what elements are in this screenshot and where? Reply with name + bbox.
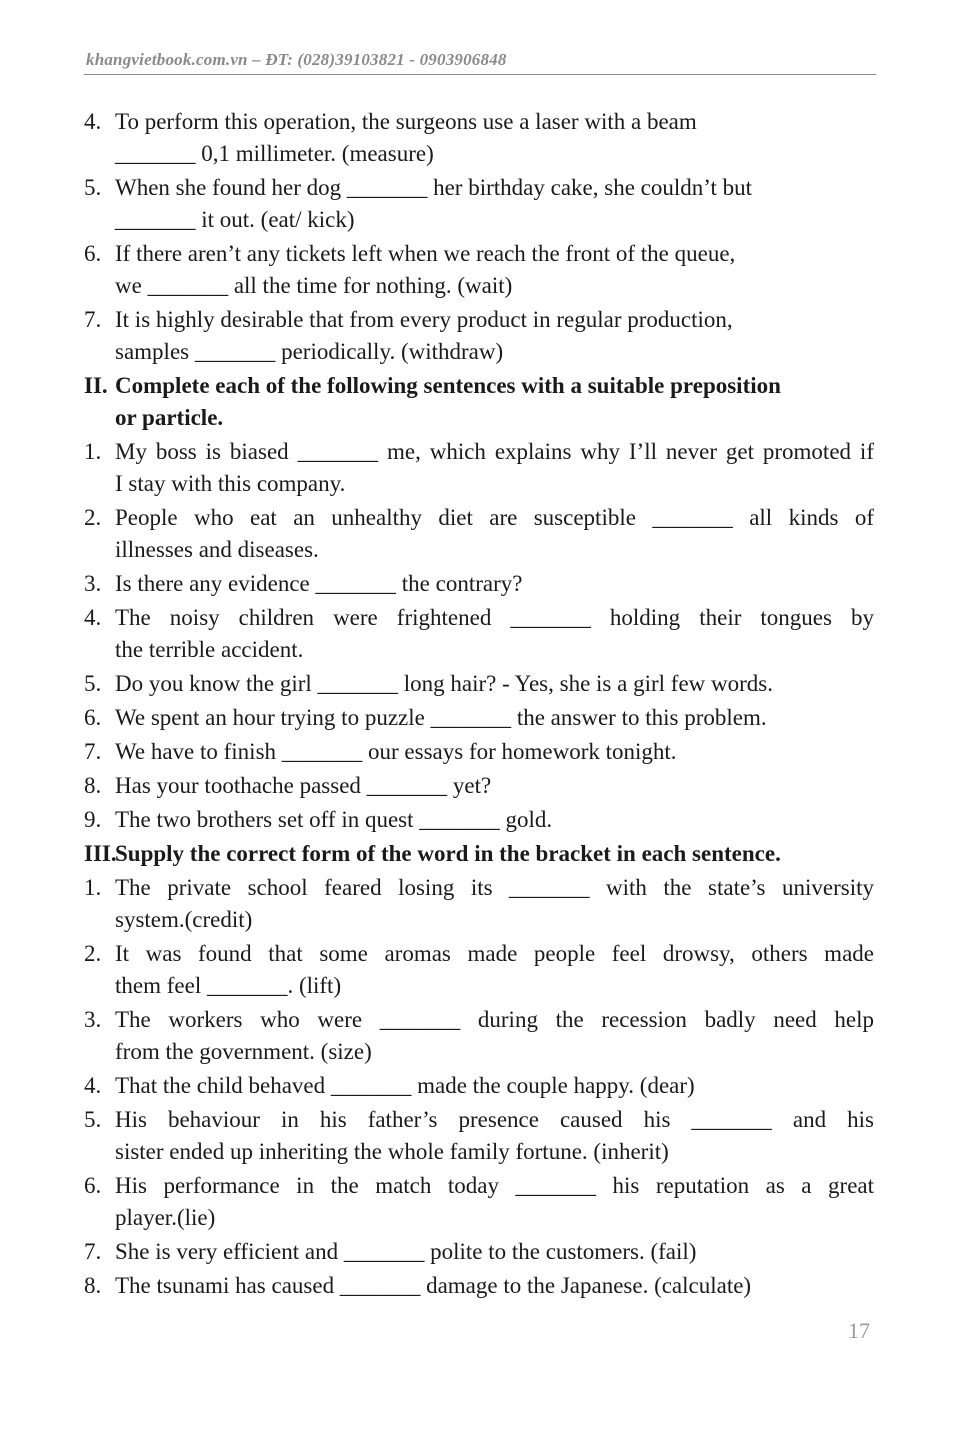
item-number: II.: [84, 373, 108, 398]
item-number: 7.: [84, 1239, 102, 1264]
item-text: [115, 568, 874, 600]
exercise-item: [84, 502, 874, 566]
text-line: from the government. (size): [115, 1039, 372, 1064]
text-line: player.(lie): [115, 1205, 216, 1230]
item-text: [115, 770, 874, 802]
item-number: 2.: [84, 941, 102, 966]
item-text: [115, 1270, 874, 1302]
item-text: [115, 1104, 874, 1168]
item-text: [115, 668, 874, 700]
text-line: Do you know the girl _______ long hair? - Yes, she is a girl few words.: [115, 671, 773, 696]
exercise-item: [84, 804, 874, 836]
item-number: 4.: [84, 1073, 102, 1098]
item-text: [115, 602, 874, 666]
section-heading: [84, 370, 874, 434]
text-line: illnesses and diseases.: [115, 537, 319, 562]
text-line: My boss is biased _______ me, which explains why I’ll never get promoted if: [115, 439, 874, 464]
item-text: [115, 304, 874, 368]
exercise-item: [84, 436, 874, 500]
exercise-item: [84, 106, 874, 170]
exercise-item: [84, 238, 874, 302]
page-number: 17: [848, 1318, 870, 1343]
section-heading: [84, 838, 874, 870]
exercise-item: [84, 1104, 874, 1168]
text-line: Is there any evidence _______ the contrary?: [115, 571, 523, 596]
item-text: [115, 838, 874, 870]
text-line: samples _______ periodically. (withdraw): [115, 339, 504, 364]
exercise-item: [84, 770, 874, 802]
item-text: [115, 1070, 874, 1102]
exercise-item: [84, 938, 874, 1002]
exercise-item: [84, 1070, 874, 1102]
item-text: [115, 172, 874, 236]
text-line: system.(credit): [115, 907, 253, 932]
text-line: If there aren’t any tickets left when we reach the front of the queue,: [115, 241, 736, 266]
item-number: 2.: [84, 505, 102, 530]
text-line: She is very efficient and _______ polite to the customers. (fail): [115, 1239, 697, 1264]
item-text: [115, 938, 874, 1002]
item-number: 3.: [84, 1007, 102, 1032]
item-number: 5.: [84, 671, 102, 696]
text-line: them feel _______. (lift): [115, 973, 342, 998]
item-number: 1.: [84, 439, 102, 464]
exercise-item: [84, 602, 874, 666]
text-line: We spent an hour trying to puzzle _______ the answer to this problem.: [115, 705, 767, 730]
text-line: The workers who were _______ during the recession badly need help: [115, 1007, 874, 1032]
item-number: 4.: [84, 605, 102, 630]
item-number: 7.: [84, 739, 102, 764]
exercise-item: [84, 668, 874, 700]
exercise-item: [84, 304, 874, 368]
text-line: It is highly desirable that from every product in regular production,: [115, 307, 733, 332]
text-line: The two brothers set off in quest _______ gold.: [115, 807, 553, 832]
text-line: the terrible accident.: [115, 637, 304, 662]
item-number: III.: [84, 841, 117, 866]
text-line: _______ 0,1 millimeter. (measure): [115, 141, 434, 166]
exercise-item: [84, 1004, 874, 1068]
text-line: The tsunami has caused _______ damage to the Japanese. (calculate): [115, 1273, 752, 1298]
text-line: The private school feared losing its _______ with the state’s university: [115, 875, 874, 900]
item-text: [115, 436, 874, 500]
header-divider: [84, 74, 876, 75]
text-line: That the child behaved _______ made the couple happy. (dear): [115, 1073, 695, 1098]
text-line: People who eat an unhealthy diet are susceptible _______ all kinds of: [115, 505, 874, 530]
text-line: Supply the correct form of the word in the bracket in each sentence.: [115, 841, 781, 866]
item-number: 6.: [84, 241, 102, 266]
item-text: [115, 702, 874, 734]
item-number: 3.: [84, 571, 102, 596]
text-line: sister ended up inheriting the whole family fortune. (inherit): [115, 1139, 669, 1164]
item-number: 4.: [84, 109, 102, 134]
item-text: [115, 1170, 874, 1234]
text-line: His performance in the match today _______ his reputation as a great: [115, 1173, 874, 1198]
item-number: 1.: [84, 875, 102, 900]
item-text: [115, 106, 874, 170]
item-text: [115, 370, 874, 434]
text-line: When she found her dog _______ her birthday cake, she couldn’t but: [115, 175, 753, 200]
exercise-item: [84, 1170, 874, 1234]
item-text: [115, 1236, 874, 1268]
exercise-content: [84, 106, 874, 1304]
page-header: khangvietbook.com.vn – ĐT: (028)39103821 - 0903906848: [86, 50, 507, 69]
text-line: we _______ all the time for nothing. (wait): [115, 273, 513, 298]
item-number: 7.: [84, 307, 102, 332]
item-number: 6.: [84, 1173, 102, 1198]
item-text: [115, 1004, 874, 1068]
text-line: Has your toothache passed _______ yet?: [115, 773, 492, 798]
exercise-item: [84, 702, 874, 734]
text-line: or particle.: [115, 405, 224, 430]
item-text: [115, 736, 874, 768]
exercise-item: [84, 568, 874, 600]
exercise-item: [84, 1270, 874, 1302]
item-number: 6.: [84, 705, 102, 730]
item-text: [115, 804, 874, 836]
text-line: The noisy children were frightened _______ holding their tongues by: [115, 605, 874, 630]
exercise-item: [84, 172, 874, 236]
text-line: His behaviour in his father’s presence caused his _______ and his: [115, 1107, 874, 1132]
exercise-item: [84, 736, 874, 768]
item-number: 8.: [84, 1273, 102, 1298]
text-line: We have to finish _______ our essays for homework tonight.: [115, 739, 677, 764]
text-line: It was found that some aromas made people feel drowsy, others made: [115, 941, 874, 966]
item-text: [115, 502, 874, 566]
text-line: To perform this operation, the surgeons use a laser with a beam: [115, 109, 697, 134]
item-text: [115, 238, 874, 302]
text-line: _______ it out. (eat/ kick): [115, 207, 355, 232]
text-line: I stay with this company.: [115, 471, 346, 496]
item-number: 5.: [84, 175, 102, 200]
item-number: 5.: [84, 1107, 102, 1132]
item-number: 8.: [84, 773, 102, 798]
item-text: [115, 872, 874, 936]
item-number: 9.: [84, 807, 102, 832]
exercise-item: [84, 872, 874, 936]
text-line: Complete each of the following sentences with a suitable preposition: [115, 373, 781, 398]
exercise-item: [84, 1236, 874, 1268]
